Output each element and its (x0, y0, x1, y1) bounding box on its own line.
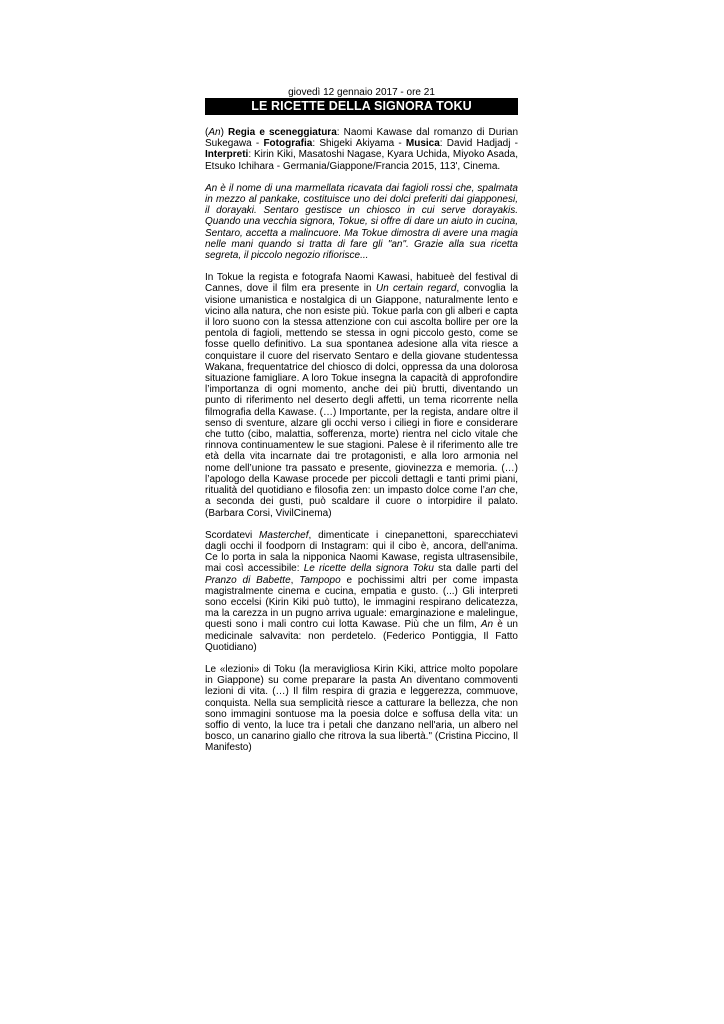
review1-italic-2: an (484, 485, 497, 497)
original-title: An (208, 127, 221, 138)
regia-label: Regia e sceneggiatura (228, 127, 337, 138)
review2-part-a: Scordatevi (205, 529, 260, 541)
musica-label: Musica (405, 138, 440, 150)
fotografia-value: : Shigeki Akiyama - (312, 138, 406, 150)
review1-part-b: , convoglia la visione umanistica e nostalgica di un Giappone, naturalmente lento e vicino alla natura, che non esiste più. Tokue parla con gli alberi e capta il loro suono con la stessa attenzione con cui ascolta bollire per ore la pentola di fagioli, mettendo se stessa in ogni piccolo gesto, come se fosse quello definitivo. La sua spontanea adesione alla vita riesce a conquistare il cuore del riservato Sentaro e della giovane studentessa Wakana, frequentatrice del chiosco di dolci, oppressa da una dolorosa situazione famigliare. A loro Tokue insegna la capacità di approfondire l’importanza di ogni momento, anche dei più brutti, diventando un punto di riferimento nel deserto degli affetti, un tema ricorrente nella filmografia della Kawase. (…) Importante, per la regista, andare oltre il senso di sventure, alzare gli occhi verso i ciliegi in fiore e considerare che tutto (cibo, malattia, sofferenza, morte) rientra nel ciclo vitale che rinnova continuamentew le sue stagioni. Palese è il riferimento alle tre età della vita incarnate dai tre protagonisti, e alla loro armonia nel nome dell’unione tra passato e presente, giovinezza e memoria. (…) l’apologo della Kawase procede per piccoli dettagli e tanti primi piani, ritualità del quotidiano e filosofia zen: un impasto dolce come l’ (205, 283, 519, 497)
review-pontiggia-paragraph (205, 530, 518, 653)
review1-italic-1: Un certain regard (375, 283, 457, 295)
review-piccino-paragraph: Le «lezioni» di Toku (la meravigliosa Kirin Kiki, attrice molto popolare in Giappone) su come preparare la pasta An diventano commoventi lezioni di vita. (…) Il film respira di grazia e leggerezza, commuove, conquista. Nella sua semplicità riesce a catturare la bellezza, che non sono immagini sontuose ma la poesia dolce e soffusa della vita: un soffio di vento, la luce tra i petali che danzano nell'aria, un albero nel bosco, un canarino giallo che ritrova la sua libertà." (Cristina Piccino, Il Manifesto) (205, 663, 518, 754)
review2-part-d: , (290, 574, 300, 586)
credits-paragraph: (An) Regia e sceneggiatura: Naomi Kawase dal romanzo di Durian Sukegawa - Fotografia: Shigeki Akiyama - Musica: David Hadjadj - Interpreti: Kirin Kiki, Masatoshi Nagase, Kyara Uchida, Miyoko Asada, Etsuko Ichihara - Germania/Giappone/Francia 2015, 113', Cinema. (205, 127, 519, 172)
review2-italic-2: Le ricette della signora Toku (303, 563, 434, 575)
review2-italic-1: Masterchef (259, 529, 309, 541)
review2-part-f: è un medicinale salvavita: non perdetelo. (Federico Pontiggia, Il Fatto Quotidiano) (205, 619, 518, 653)
review2-italic-5: An (480, 619, 494, 631)
regia-value: : Naomi Kawase dal romanzo di Durian Sukegawa - (205, 127, 519, 150)
review2-italic-4: Tampopo (299, 574, 341, 586)
review2-part-e: e pochissimi altri per come impasta magistralmente cinema e cucina, empatia e gusto. (...) Gli interpreti sono eccelsi (Kirin Kiki può tutto), le immagini respirano delicatezza, ma la carezza in un pugno arriva uguale: emarginazione e malelingue, questi sono i mali contro cui lotta Kawase. Più che un film, (205, 574, 519, 631)
review1-part-c: che, a seconda dei gusti, può scaldare il cuore o intorpidire il palato. (Barbara Corsi, VivilCinema) (205, 485, 519, 519)
review2-italic-3: Pranzo di Babette (205, 574, 291, 586)
fotografia-label: Fotografia (263, 138, 313, 150)
review1-part-a: In Tokue la regista e fotografa Naomi Kawasi, habitueè del festival di Cannes, dove il film era presente in (205, 272, 518, 295)
page-title: LE RICETTE DELLA SIGNORA TOKU (205, 98, 518, 115)
article-body (205, 127, 518, 765)
review2-part-b: , dimenticate i cinepanettoni, sparecchiatevi dagli occhi il foodporn di Instagram: qui il cibo è, ancora, dell'anima. Ce lo porta in sala la nipponica Naomi Kawase, regista ultrasensibile, mai così accessibile: (205, 529, 518, 575)
synopsis-paragraph: An è il nome di una marmellata ricavata dai fagioli rossi che, spalmata in mezzo al pankake, costituisce uno dei dolci preferiti dai giapponesi, il dorayaki. Sentaro gestisce un chiosco in cui serve dorayakis. Quando una vecchia signora, Tokue, si offre di dare un aiuto in cucina, Sentaro, accetta a malincuore. Ma Tokue dimostra di avere una magia nelle mani quando si tratta di fare gli "an". Grazie alla sua ricetta segreta, il piccolo negozio rifiorisce... (205, 182, 518, 262)
interpreti-value: : Kirin Kiki, Masatoshi Nagase, Kyara Uchida, Miyoko Asada, Etsuko Ichihara - Germania/Giappone/Francia 2015, 113', Cinema. (205, 149, 518, 172)
interpreti-label: Interpreti (205, 149, 249, 161)
musica-value: : David Hadjadj - (439, 138, 519, 150)
review-corsi-paragraph (205, 272, 518, 518)
review2-part-c: sta dalle parti del (434, 563, 518, 575)
screening-date: giovedì 12 gennaio 2017 - ore 21 (288, 87, 435, 98)
